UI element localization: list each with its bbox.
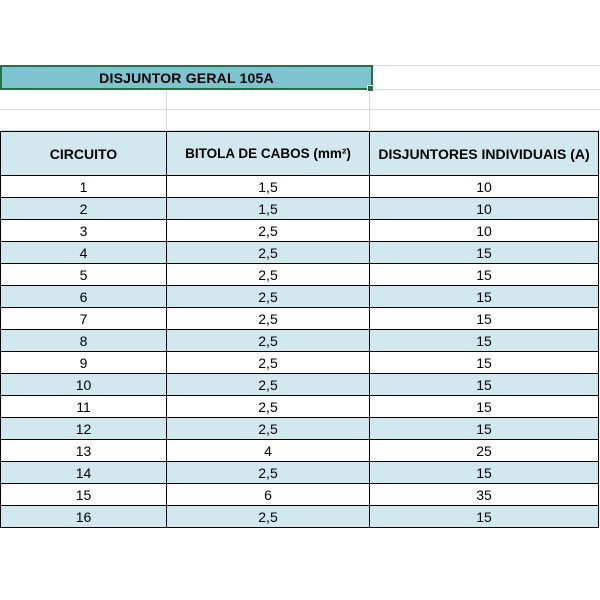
cell-breaker[interactable]: 15: [370, 396, 599, 418]
cell-cable-gauge[interactable]: 2,5: [167, 462, 370, 484]
cell-circuit[interactable]: 8: [1, 330, 167, 352]
cell-cable-gauge[interactable]: 6: [167, 484, 370, 506]
cell-circuit[interactable]: 11: [1, 396, 167, 418]
cell-cable-gauge[interactable]: 2,5: [167, 308, 370, 330]
cell-circuit[interactable]: 1: [1, 176, 167, 198]
grid-row: [0, 109, 600, 131]
cell-circuit[interactable]: 16: [1, 506, 167, 528]
cell-cable-gauge[interactable]: 2,5: [167, 418, 370, 440]
selected-title-cell[interactable]: DISJUNTOR GERAL 105A: [0, 65, 373, 90]
cell-circuit[interactable]: 6: [1, 286, 167, 308]
cell-breaker[interactable]: 25: [370, 440, 599, 462]
cell-breaker[interactable]: 15: [370, 374, 599, 396]
table-row: [1, 352, 599, 374]
cell-cable-gauge[interactable]: 1,5: [167, 198, 370, 220]
grid-row: [0, 88, 600, 110]
cell-circuit[interactable]: 5: [1, 264, 167, 286]
breakers-table: [0, 131, 599, 528]
cell-breaker[interactable]: 10: [370, 198, 599, 220]
header-breakers[interactable]: DISJUNTORES INDIVIDUAIS (A): [370, 132, 599, 176]
cell-breaker[interactable]: 15: [370, 330, 599, 352]
top-rows: [0, 65, 600, 131]
cell-cable-gauge[interactable]: 2,5: [167, 264, 370, 286]
cell-breaker[interactable]: 15: [370, 242, 599, 264]
table-row: [1, 176, 599, 198]
cell-circuit[interactable]: 2: [1, 198, 167, 220]
cell-circuit[interactable]: 12: [1, 418, 167, 440]
cell-breaker[interactable]: 15: [370, 286, 599, 308]
cell-breaker[interactable]: 15: [370, 352, 599, 374]
fill-handle[interactable]: [367, 85, 374, 92]
cell-cable-gauge[interactable]: 2,5: [167, 506, 370, 528]
cell-cable-gauge[interactable]: 2,5: [167, 286, 370, 308]
cell-breaker[interactable]: 15: [370, 462, 599, 484]
cell-circuit[interactable]: 3: [1, 220, 167, 242]
table-row: [1, 308, 599, 330]
cell-breaker[interactable]: 15: [370, 264, 599, 286]
spreadsheet: [0, 65, 600, 528]
cell-cable-gauge[interactable]: 2,5: [167, 242, 370, 264]
cell-cable-gauge[interactable]: 2,5: [167, 220, 370, 242]
cell-circuit[interactable]: 15: [1, 484, 167, 506]
cell-circuit[interactable]: 10: [1, 374, 167, 396]
table-row: [1, 286, 599, 308]
header-cable-gauge[interactable]: BITOLA DE CABOS (mm²): [167, 132, 370, 176]
table-row: [1, 440, 599, 462]
table-header-row: [1, 132, 599, 176]
table-row: [1, 330, 599, 352]
table-row: [1, 374, 599, 396]
cell-circuit[interactable]: 9: [1, 352, 167, 374]
cell-circuit[interactable]: 4: [1, 242, 167, 264]
cell-cable-gauge[interactable]: 2,5: [167, 352, 370, 374]
cell-breaker[interactable]: 10: [370, 176, 599, 198]
table-row: [1, 220, 599, 242]
cell-breaker[interactable]: 35: [370, 484, 599, 506]
cell-breaker[interactable]: 15: [370, 308, 599, 330]
cell-cable-gauge[interactable]: 1,5: [167, 176, 370, 198]
cell-cable-gauge[interactable]: 4: [167, 440, 370, 462]
cell-cable-gauge[interactable]: 2,5: [167, 374, 370, 396]
cell-cable-gauge[interactable]: 2,5: [167, 396, 370, 418]
cell-breaker[interactable]: 15: [370, 418, 599, 440]
table-row: [1, 242, 599, 264]
table-row: [1, 462, 599, 484]
cell-breaker[interactable]: 15: [370, 506, 599, 528]
cell-circuit[interactable]: 13: [1, 440, 167, 462]
table-row: [1, 264, 599, 286]
cell-circuit[interactable]: 7: [1, 308, 167, 330]
table-row: [1, 484, 599, 506]
header-circuit[interactable]: CIRCUITO: [1, 132, 167, 176]
cell-breaker[interactable]: 10: [370, 220, 599, 242]
cell-circuit[interactable]: 14: [1, 462, 167, 484]
table-row: [1, 396, 599, 418]
table-row: [1, 418, 599, 440]
table-row: [1, 198, 599, 220]
table-body: [1, 176, 599, 528]
table-row: [1, 506, 599, 528]
cell-cable-gauge[interactable]: 2,5: [167, 330, 370, 352]
